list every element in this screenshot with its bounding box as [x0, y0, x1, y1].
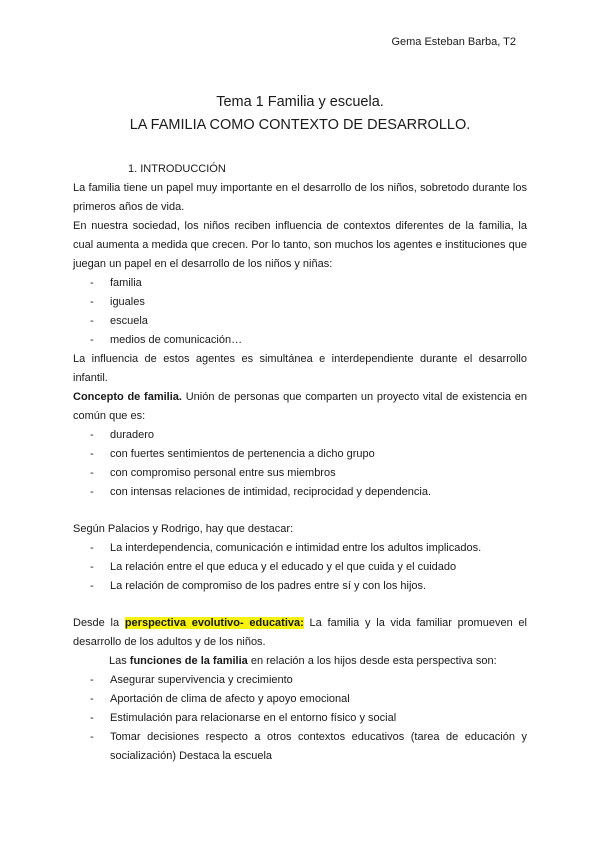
list-item: - Asegurar supervivencia y crecimiento — [73, 671, 527, 690]
functions-intro — [73, 652, 527, 671]
list-item: - La relación entre el que educa y el educado y el que cuida y el cuidado — [73, 558, 527, 577]
paragraph: La influencia de estos agentes es simultánea e interdependiente durante el desarrollo infantil. — [73, 353, 527, 384]
list-item: - medios de comunicación… — [73, 331, 527, 350]
list-item: - duradero — [73, 426, 527, 445]
document-subtitle: LA FAMILIA COMO CONTEXTO DE DESARROLLO. — [129, 117, 471, 133]
spacer — [73, 596, 527, 614]
text-span: en relación a los hijos desde esta perspectiva son: — [247, 655, 497, 667]
highlighted-text: perspectiva evolutivo- educativa: — [124, 617, 304, 629]
text-span: La familia y la vida familiar promueven el desarrollo de los adultos y de los niños. — [73, 617, 527, 648]
section-heading: 1. INTRODUCCIÓN — [128, 163, 226, 175]
list-item: - con intensas relaciones de intimidad, reciprocidad y dependencia. — [73, 483, 527, 502]
paragraph: En nuestra sociedad, los niños reciben influencia de contextos diferentes de la familia, la cual aumenta a medida que crecen. Por lo tanto, son muchos los agentes e instituciones que juegan un papel en el desarrollo de los niños y niñas: — [73, 220, 527, 270]
text-span: Las — [109, 655, 130, 667]
concept-label: Concepto de familia. — [73, 391, 182, 403]
perspective-paragraph — [73, 614, 527, 652]
functions-label: funciones de la familia — [129, 655, 248, 667]
agents-list — [73, 274, 527, 350]
list-item: - La interdependencia, comunicación e intimidad entre los adultos implicados. — [73, 539, 527, 558]
palacios-list — [73, 539, 527, 596]
paragraph: La familia tiene un papel muy importante en el desarrollo de los niños, sobretodo durante los primeros años de vida. — [73, 182, 527, 213]
list-item: - escuela — [73, 312, 527, 331]
list-item: - Tomar decisiones respecto a otros contextos educativos (tarea de educación y socialización) Destaca la escuela — [73, 728, 527, 766]
functions-list — [73, 671, 527, 766]
spacer — [73, 502, 527, 520]
concept-text: Unión de personas que comparten un proyecto vital de existencia en común que es: — [73, 391, 528, 422]
text-span: Desde la — [73, 617, 125, 629]
list-item: - iguales — [73, 293, 527, 312]
list-item: - La relación de compromiso de los padres entre sí y con los hijos. — [73, 577, 527, 596]
paragraph: Según Palacios y Rodrigo, hay que destacar: — [73, 523, 294, 535]
list-item: - familia — [73, 274, 527, 293]
list-item: - con fuertes sentimientos de pertenencia a dicho grupo — [73, 445, 527, 464]
document-body — [73, 160, 527, 766]
list-item: - Estimulación para relacionarse en el entorno físico y social — [73, 709, 527, 728]
list-item: - con compromiso personal entre sus miembros — [73, 464, 527, 483]
list-item: - Aportación de clima de afecto y apoyo emocional — [73, 690, 527, 709]
concept-paragraph — [73, 388, 527, 426]
document-title: Tema 1 Familia y escuela. — [216, 94, 384, 110]
author-name: Gema Esteban Barba, T2 — [391, 36, 516, 48]
concept-list — [73, 426, 527, 502]
